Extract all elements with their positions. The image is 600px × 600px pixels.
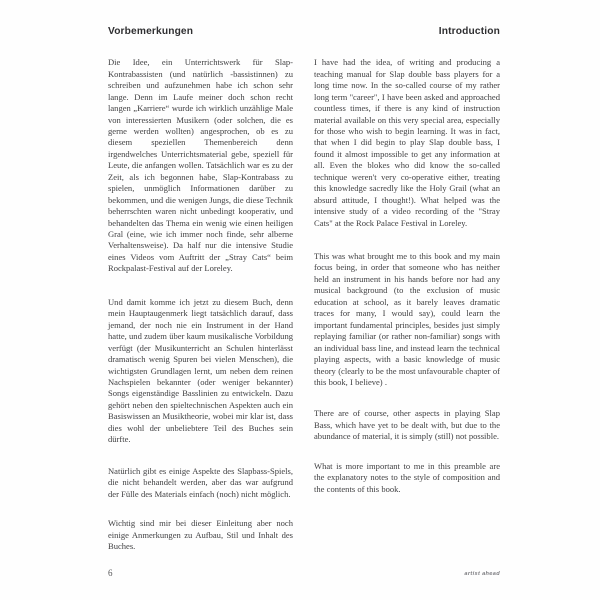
paragraph: Natürlich gibt es einige Aspekte des Slapbass-Spiels, die nicht behandelt werden, aber das war aufgrund der Fülle des Materials einfach (noch) nicht möglich. — [108, 465, 293, 499]
column-german — [108, 57, 294, 552]
page-content — [108, 26, 500, 552]
page-number: 6 — [108, 568, 113, 578]
publisher-logo: artist ahead — [464, 571, 500, 578]
page-title-german: Vorbemerkungen — [108, 26, 194, 37]
paragraph: There are of course, other aspects in playing Slap Bass, which have yet to be dealt with, but due to the abundance of material, it is simply (still) not possible. — [314, 408, 500, 442]
paragraph: What is more important to me in this preamble are the explanatory notes to the style of composition and the contents of this book. — [314, 460, 500, 494]
paragraph: I have had the idea, of writing and producing a teaching manual for Slap double bass players for a long time now. In the so-called course of my rather long term "career", I have been asked and approached countless times, if there is any kind of instruction material available on this very special area, especially for those who wish to begin learning. It was in fact, that when I did begin to play Slap double bass, I found it almost impossible to get any information at all. Even the blokes who did know the so-called technique weren't very co-operative either, treating this knowledge sacredly like the Holy Grail (what an absurd attitude, I thought!). What helped was the intensive study of a video recording of the "Stray Cats" at the Rock Palace Festival in Loreley. — [314, 57, 500, 228]
column-english — [314, 57, 500, 495]
page-title-english: Introduction — [438, 26, 500, 37]
text-columns — [108, 57, 500, 552]
paragraph: Die Idee, ein Unterrichtswerk für Slap-Kontrabassisten (und natürlich -bassistinnen) zu schreiben und aufzunehmen habe ich schon sehr lange. Denn im Laufe meiner doch schon recht langen „Karriere“ wurde ich wirklich unzählige Male von interessierten Musikern (oder solchen, die es gerne werden wollten) angesprochen, ob es zu diesem speziellen Themenbereich denn irgendwelches Unterrichtsmaterial gebe, speziell für Leute, die anfangen wollen. Tatsächlich war es zu der Zeit, als ich begonnen habe, Slap-Kontrabass zu spielen, unmöglich Informationen darüber zu bekommen, und die wenigen Jungs, die diese Technik beherrschten waren nicht unbedingt kooperativ, und behandelten das Thema ein wenig wie einen heiligen Gral (eine, wie ich immer noch finde, sehr alberne Verhaltensweise). Da half nur die intensive Studie eines Videos vom Auftritt der „Stray Cats“ beim Rockpalast-Festival auf der Loreley. — [108, 57, 293, 274]
section-headings — [108, 26, 500, 38]
paragraph: This was what brought me to this book and my main focus being, in order that someone who has neither held an instrument in his hands before nor had any musical background (to the exclusion of music education at school, as it barely leaves dramatic traces for many, I would say), could learn the important fundamental principles, besides just simply replaying familiar (or rather non-familiar) songs with an individual bass line, and instead learn the technical playing aspects, with a basic knowledge of music theory (clearly to be the most unfavourable chapter of this book, I believe) . — [314, 251, 500, 388]
page-footer — [108, 569, 500, 578]
paragraph: Und damit komme ich jetzt zu diesem Buch, denn mein Hauptaugenmerk liegt tatsächlich darauf, dass jemand, der noch nie ein Instrument in der Hand hatte, und zudem über kaum musikalische Vorbildung verfügt (der Musikunterricht an Schulen hinterlässt dramatisch wenig Spuren bei vielen Menschen), die wichtigsten Grundlagen lernt, um neben dem reinen Nachspielen bekannter (oder weniger bekannter) Songs eigenständige Basslinien zu entwickeln. Dazu gehört neben den spieltechnischen Aspekten auch ein Basiswissen an Musiktheorie, wobei mir klar ist, dass dies wohl der unbeliebtere Teil des Buches sein dürfte. — [108, 296, 293, 445]
paragraph: Wichtig sind mir bei dieser Einleitung aber noch einige Anmerkungen zu Aufbau, Stil und Inhalt des Buches. — [108, 518, 293, 551]
